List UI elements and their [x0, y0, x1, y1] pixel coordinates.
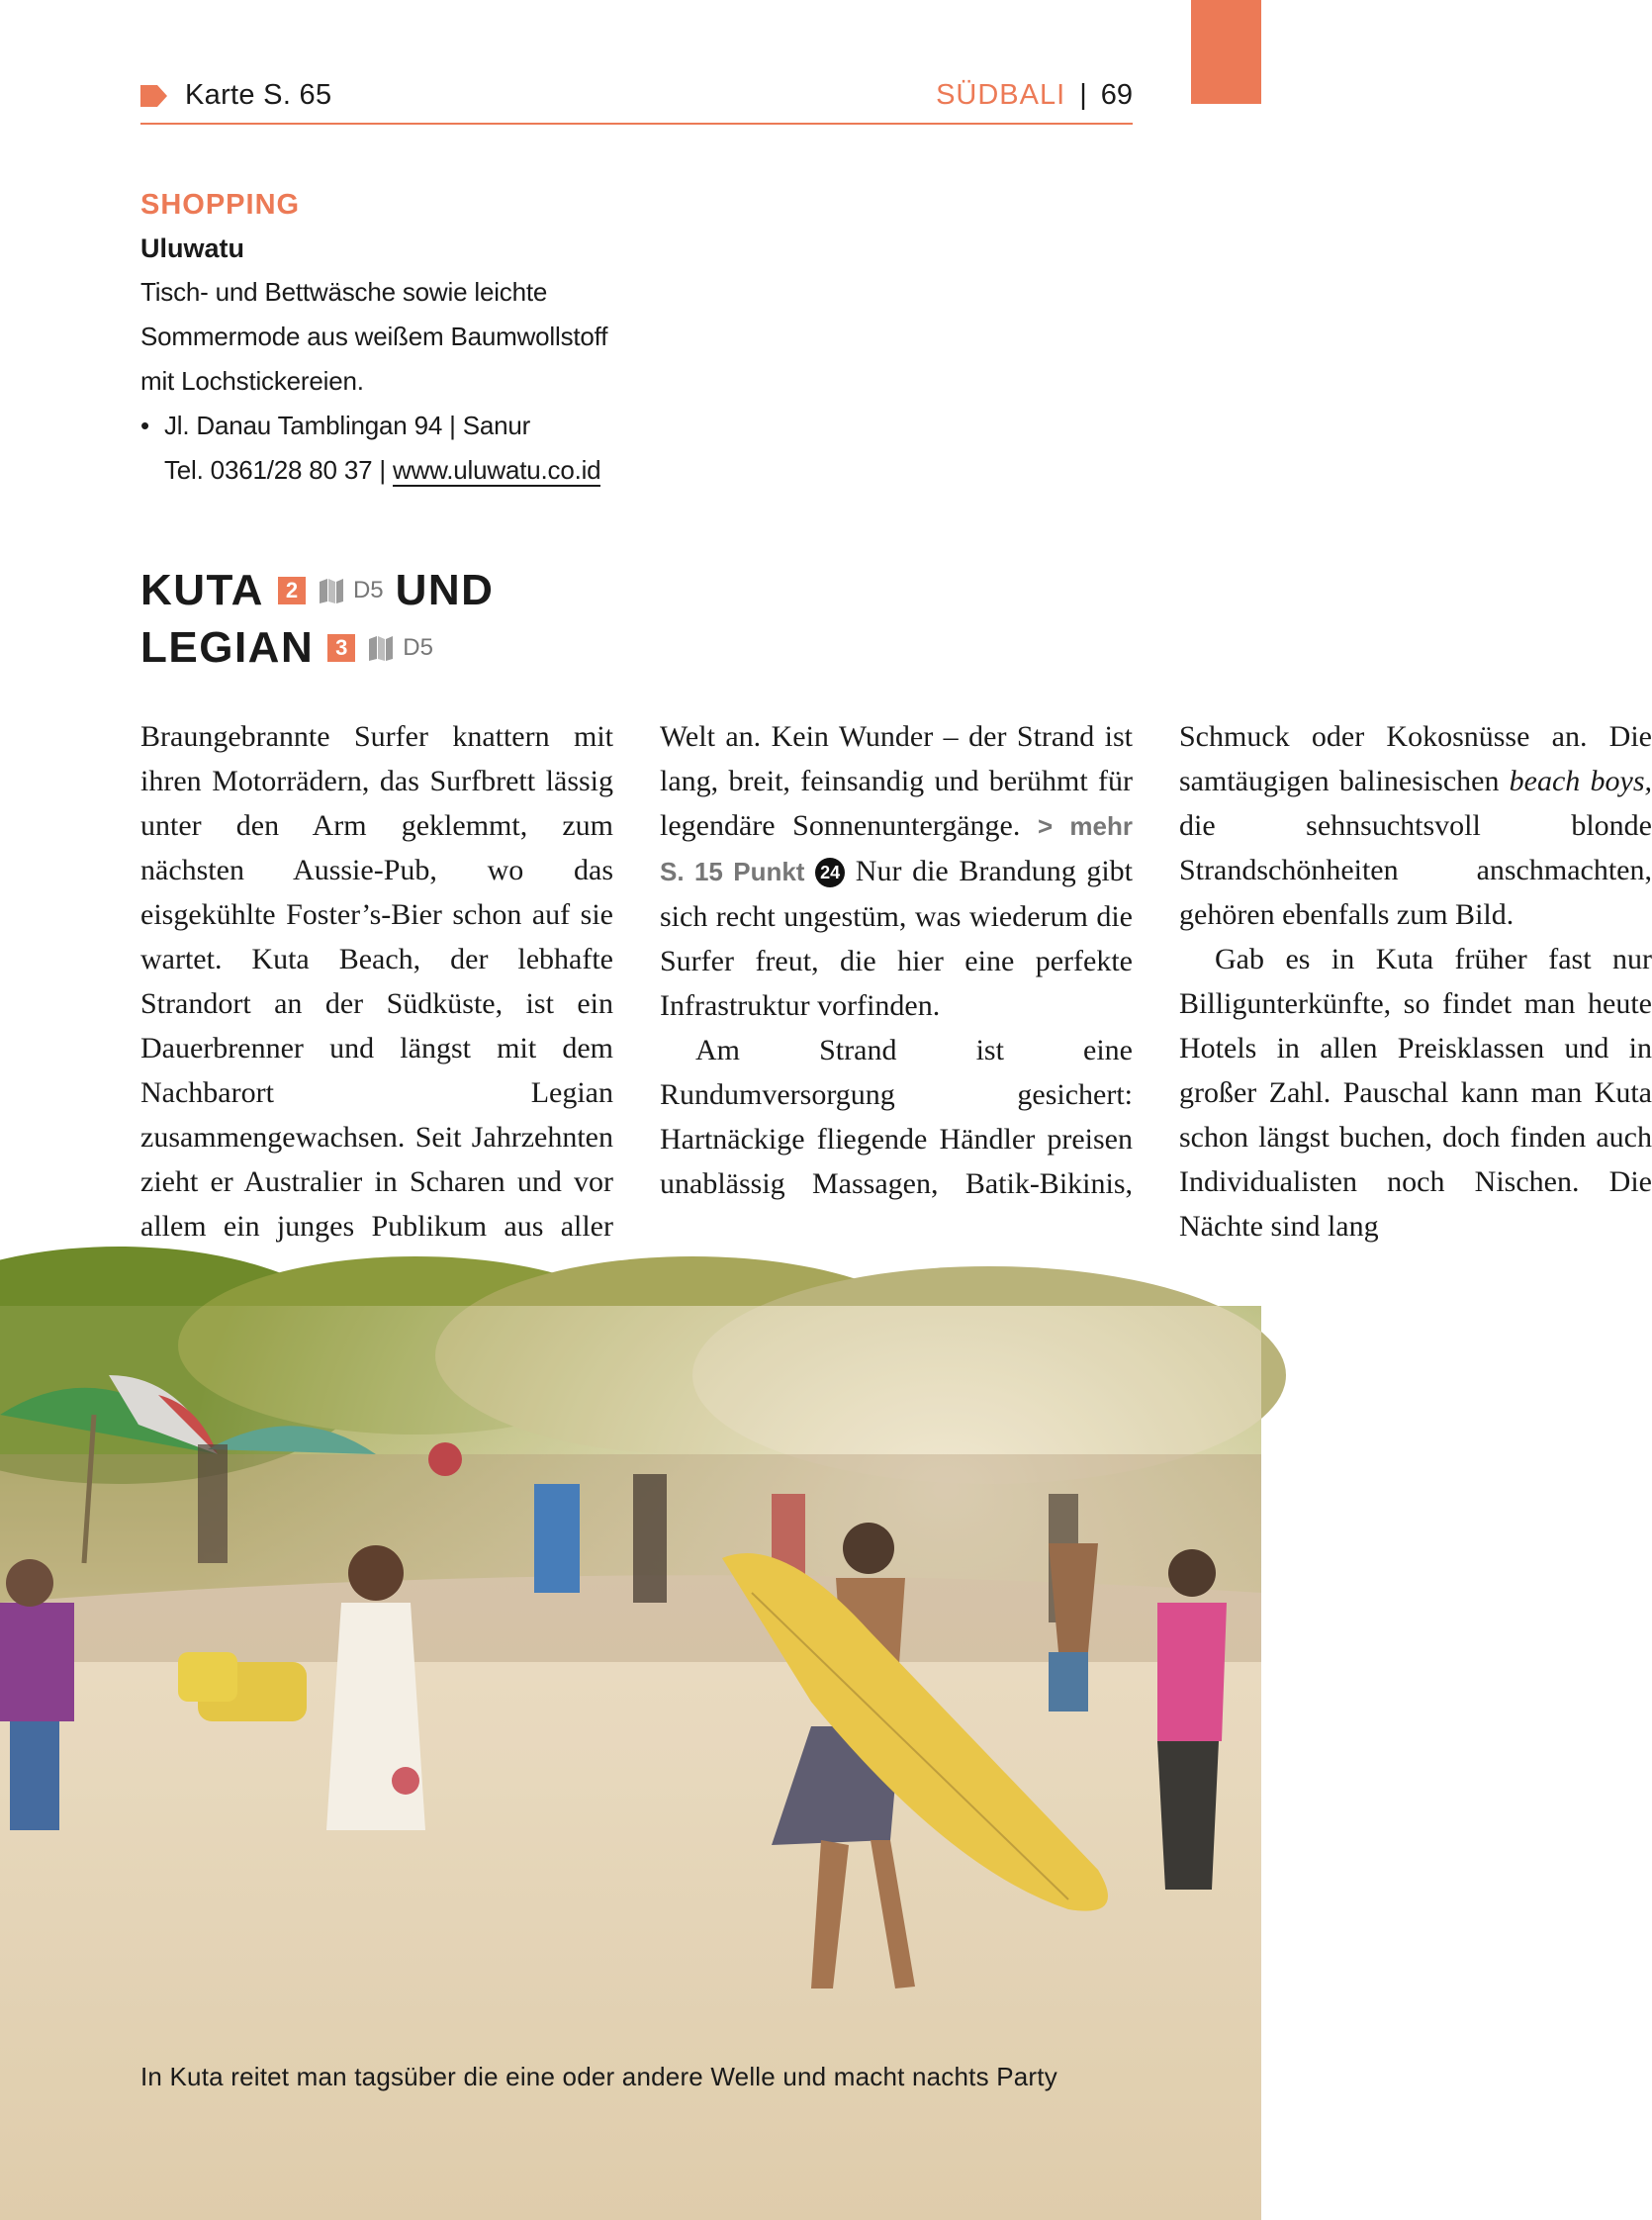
header-right — [936, 79, 1133, 112]
bullet: • — [140, 411, 149, 440]
map-reference[interactable] — [140, 79, 331, 112]
shopping-heading: SHOPPING — [140, 189, 301, 221]
page-number: 69 — [1100, 79, 1133, 111]
shop-website-link[interactable]: www.uluwatu.co.id — [392, 455, 601, 485]
paragraph-1-end: Nur die Brandung gibt sich recht ungestüm, was wiederum die Surfer freut, die hier eine perfekte Infrastruktur vorfinden. — [660, 855, 1134, 1022]
header-separator: | — [1079, 79, 1087, 111]
paragraph-3: Gab es in Kuta früher fast nur Billigunterkünfte, so findet man heute Hotels in allen Preisklassen und in großer Zahl. Pauschal kann man Kuta schon längst buchen, doch finden auch Individualisten noch Nischen. Die Nächte sind lang — [1179, 943, 1652, 1243]
left-column — [140, 183, 613, 677]
shopping-box — [140, 183, 613, 493]
map-book-icon — [318, 578, 345, 603]
running-header — [140, 75, 1133, 125]
shop-contact — [164, 448, 613, 493]
paragraph-2-text-b: die sehnsuchtsvoll blonde Strandschönheiten anschmachten, gehören ebenfalls zum Bild. — [1179, 809, 1652, 931]
section-title: SÜDBALI — [936, 79, 1066, 111]
grid-reference: D5 — [403, 634, 433, 661]
shop-street: Jl. Danau Tamblingan 94 | Sanur — [164, 411, 531, 440]
title-line-2 — [140, 619, 613, 677]
grid-reference: D5 — [352, 577, 384, 603]
map-reference-label: Karte S. 65 — [185, 79, 332, 111]
title-kuta: KUTA — [140, 566, 264, 614]
title-connector: UND — [395, 566, 495, 614]
photo-caption: In Kuta reitet man tagsüber die eine oder andere Welle und macht nachts Party — [140, 2062, 1057, 2091]
title-line-1 — [140, 562, 613, 619]
shop-address — [140, 404, 613, 493]
paragraph-1-text: Braungebrannte Surfer knattern mit ihren Motorrädern, das Surfbrett lässig unter den Arm geklemmt, zum nächsten Aussie-Pub, wo das eisgekühlte Foster’s-Bier schon auf sie wartet. Kuta Beach, der lebhafte Strandort an der Südküste, ist ein Dauerbrenner und längst mit dem Nachbarort Legian zusammengewachsen. Seit Jahrzehnten zieht er Australier in Scharen und vor allem ein junges Publikum aus aller Welt an. Kein Wunder – der Strand ist lang, breit, feinsandig und berühmt für legendäre Sonnenuntergänge. — [140, 720, 1133, 1243]
map-number-badge: 3 — [327, 634, 355, 662]
cross-reference[interactable]: > mehr S. 15 Punkt — [660, 811, 1133, 886]
paragraph-2-text-a: Am Strand ist eine Rundumversorgung gesichert: Hartnäckige fliegende Händler preisen unablässig Massagen, Batik-Bikinis, Schmuck oder Kokosnüsse an. Die samtäugigen balinesischen — [660, 720, 1652, 1200]
arrow-tag-icon — [140, 85, 167, 107]
beach-photo — [0, 1306, 1261, 2220]
map-number-badge: 2 — [278, 577, 306, 604]
map-book-icon — [367, 635, 395, 661]
article-body — [140, 714, 1652, 1249]
shop-name: Uluwatu — [140, 233, 244, 263]
section-title-block — [140, 562, 613, 677]
point-badge: 24 — [815, 858, 845, 887]
shop-description: Tisch- und Bettwäsche sowie leichte Sommermode aus weißem Baumwollstoff mit Lochstickereien. — [140, 277, 608, 396]
title-legian: LEGIAN — [140, 623, 315, 672]
shop-phone: Tel. 0361/28 80 37 | — [164, 455, 393, 485]
page-corner-tab — [1191, 0, 1261, 104]
paragraph-2-emphasis: beach boys, — [1509, 765, 1652, 797]
